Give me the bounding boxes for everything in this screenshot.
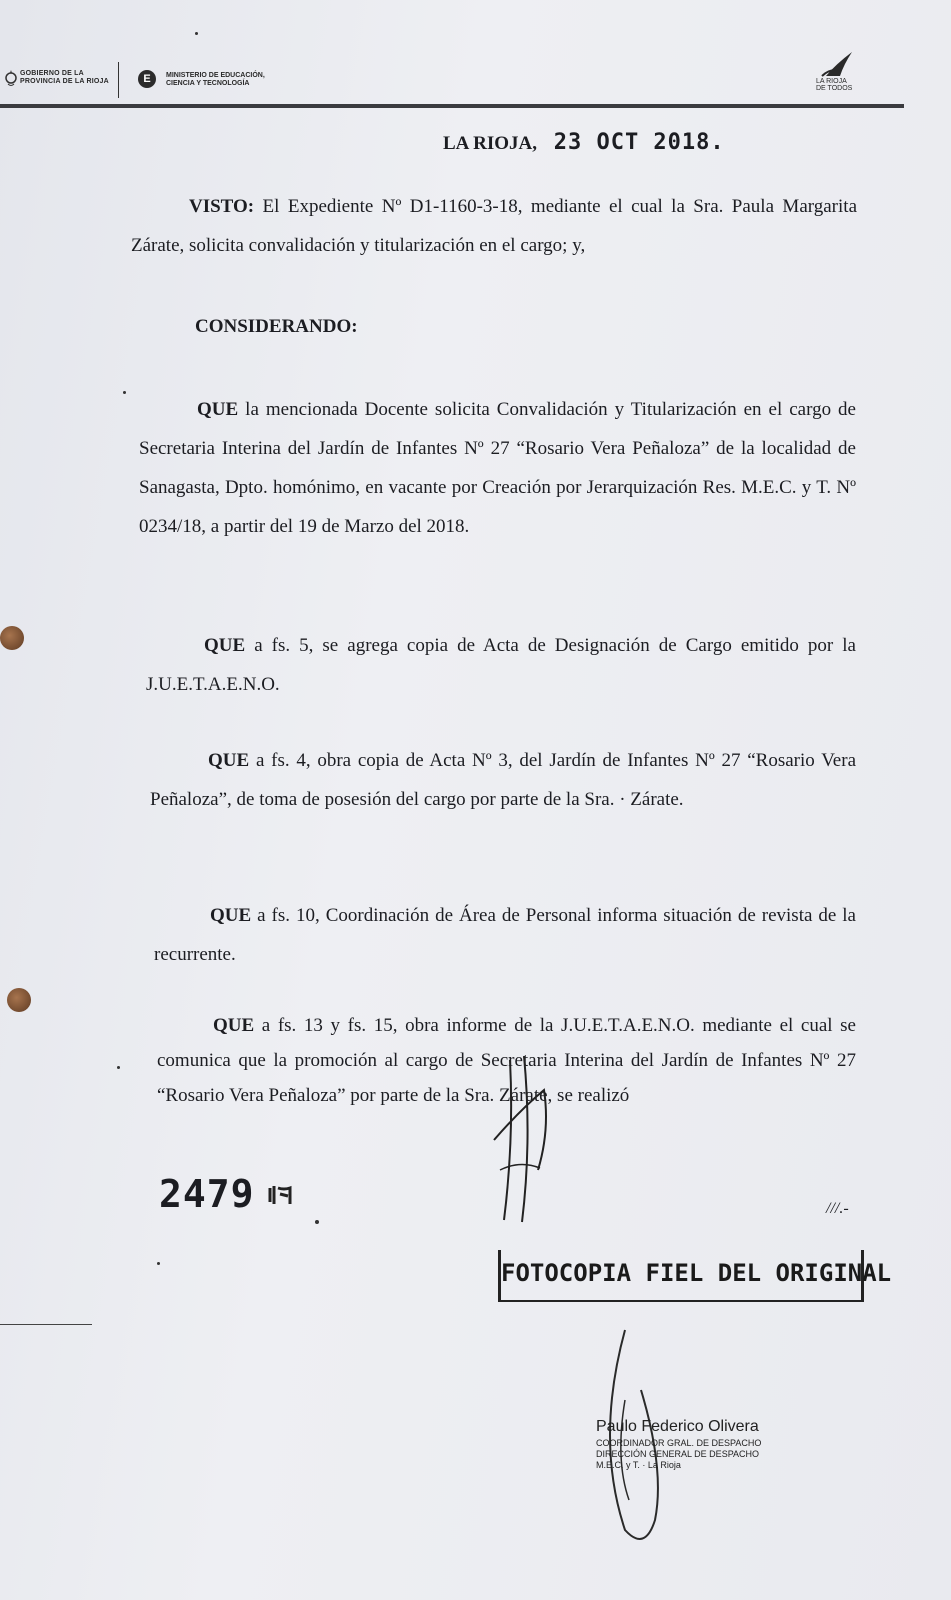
- signer-role: COORDINADOR GRAL. DE DESPACHO DIRECCIÓN GENERAL DE DESPACHO M.E.C. y T. · La Rioja: [596, 1438, 762, 1470]
- paragraph-text: a fs. 13 y fs. 15, obra informe de la J.U.E.T.A.E.N.O. mediante el cual se comunica que la promoción al cargo de Secretaria Interina del Jardín de Infantes Nº 27 “Rosario Vera Peñaloza” por parte de la Sra. Zárate, se realizó: [157, 1015, 856, 1106]
- que-label: QUE: [213, 1015, 255, 1036]
- brand-name: LA RIOJA DE TODOS: [816, 78, 853, 92]
- considerando-paragraph-3: [150, 741, 856, 819]
- place-name: LA RIOJA,: [443, 133, 537, 154]
- certified-copy-stamp: FOTOCOPIA FIEL DEL ORIGINAL: [498, 1250, 864, 1302]
- ministry-name: MINISTERIO DE EDUCACIÓN, CIENCIA Y TECNOLOGÍA: [166, 72, 265, 87]
- punch-hole: [7, 988, 31, 1012]
- paragraph-text: a fs. 10, Coordinación de Área de Personal informa situación de revista de la recurrente.: [154, 905, 856, 965]
- date-line: [443, 130, 725, 155]
- signer-name: Paulo Federico Olivera: [596, 1418, 759, 1435]
- la-rioja-brand-icon: [818, 46, 858, 80]
- visto-paragraph: [131, 187, 857, 265]
- resolution-number: 2479: [159, 1172, 255, 1216]
- speck: [117, 1066, 120, 1069]
- header-rule: [0, 104, 904, 108]
- continuation-mark: ///.-: [826, 1200, 849, 1217]
- government-name: GOBIERNO DE LA PROVINCIA DE LA RIOJA: [20, 70, 109, 85]
- handwritten-signature: [480, 1050, 600, 1230]
- paragraph-text: a fs. 4, obra copia de Acta Nº 3, del Jardín de Infantes Nº 27 “Rosario Vera Peñaloza”, de toma de posesión del cargo por parte de la Sra. · Zárate.: [150, 750, 856, 810]
- margin-rule: [0, 1324, 92, 1325]
- punch-hole: [0, 626, 24, 650]
- header-divider: [118, 62, 119, 98]
- speck: [195, 32, 198, 35]
- paragraph-text: la mencionada Docente solicita Convalidación y Titularización en el cargo de Secretaria Interina del Jardín de Infantes Nº 27 “Rosario Vera Peñaloza” de la localidad de Sanagasta, Dpto. homónimo, en vacante por Creación por Jerarquización Res. M.E.C. y T. Nº 0234/18, a partir del 19 de Marzo del 2018.: [139, 399, 856, 537]
- que-label: QUE: [204, 635, 246, 656]
- number-scribble: [268, 1184, 292, 1206]
- paragraph-text: a fs. 5, se agrega copia de Acta de Designación de Cargo emitido por la J.U.E.T.A.E.N.O.: [146, 635, 856, 695]
- province-coat-of-arms-icon: [4, 68, 18, 88]
- considerando-paragraph-1: [139, 390, 856, 546]
- speck: [123, 391, 126, 394]
- speck: [315, 1220, 319, 1224]
- que-label: QUE: [208, 750, 250, 771]
- ministry-badge: E: [138, 70, 156, 88]
- considerando-paragraph-2: [146, 626, 856, 704]
- considerando-heading: CONSIDERANDO:: [195, 316, 358, 337]
- speck: [157, 1262, 160, 1265]
- visto-label: VISTO:: [189, 196, 255, 217]
- considerando-paragraph-4: [154, 896, 856, 974]
- visto-text: El Expediente Nº D1-1160-3-18, mediante el cual la Sra. Paula Margarita Zárate, solicita convalidación y titularización en el cargo; y,: [131, 196, 857, 256]
- que-label: QUE: [210, 905, 252, 926]
- letterhead: [0, 58, 951, 110]
- que-label: QUE: [197, 399, 239, 420]
- date-stamp: 23 OCT 2018.: [553, 130, 725, 155]
